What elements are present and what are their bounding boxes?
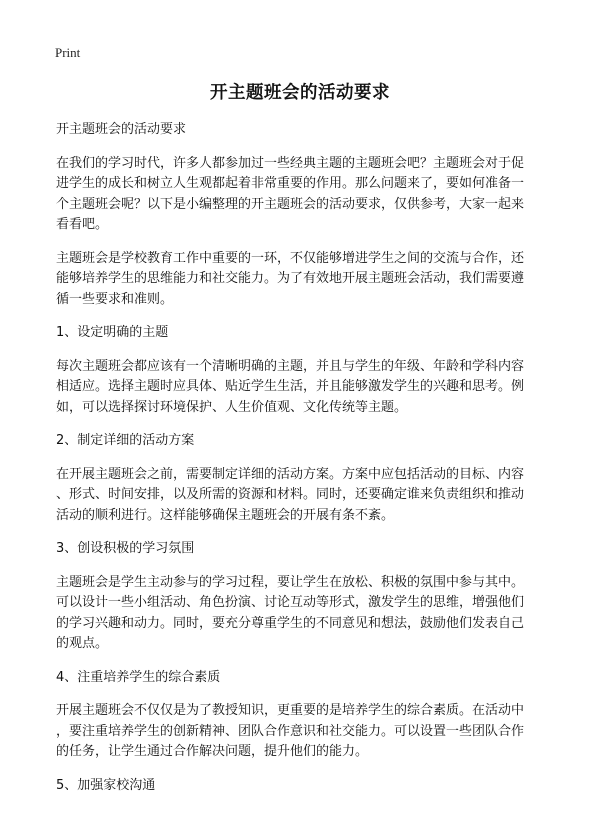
section-heading-2: 2、制定详细的活动方案 <box>56 433 195 448</box>
section-heading-1: 1、设定明确的主题 <box>56 325 169 340</box>
overview-paragraph <box>56 249 548 311</box>
paragraph-line: 的学习兴趣和动力。同时，要充分尊重学生的不同意见和想法，鼓励他们发表自己 <box>56 615 525 631</box>
paragraph-line: 的任务，让学生通过合作解决问题，提升他们的能力。 <box>56 744 369 759</box>
page-title: 开主题班会的活动要求 <box>210 83 390 103</box>
intro-paragraph <box>56 154 548 236</box>
section-body-3 <box>56 573 548 655</box>
paragraph-line: 活动的顺利进行。这样能够确保主题班会的开展有条不紊。 <box>56 507 395 523</box>
paragraph-line: 每次主题班会都应该有一个清晰明确的主题，并且与学生的年级、年龄和学科内容 <box>56 358 525 374</box>
section-heading-3: 3、创设积极的学习氛围 <box>56 541 195 556</box>
section-body-1 <box>56 357 548 419</box>
paragraph-line: 在我们的学习时代，许多人都参加过一些经典主题的主题班会吧？主题班会对于促 <box>56 155 525 171</box>
paragraph-line: 如，可以选择探讨环境保护、人生价值观、文化传统等主题。 <box>56 399 408 415</box>
section-body-4 <box>56 701 548 763</box>
paragraph-line: 主题班会是学校教育工作中重要的一环，不仅能够增进学生之间的交流与合作，还 <box>56 250 525 266</box>
section-body-2 <box>56 465 548 527</box>
article-body <box>56 120 548 796</box>
section-heading-4: 4、注重培养学生的综合素质 <box>56 669 221 685</box>
article-subtitle: 开主题班会的活动要求 <box>56 122 187 137</box>
section-heading-5: 5、加强家校沟通 <box>56 777 156 793</box>
paragraph-line: 能够培养学生的思维能力和社交能力。为了有效地开展主题班会活动，我们需要遵 <box>56 271 525 286</box>
paragraph-line: 个主题班会呢？以下是小编整理的开主题班会的活动要求，仅供参考，大家一起来 <box>56 196 525 212</box>
paragraph-line: 开展主题班会不仅仅是为了教授知识，更重要的是培养学生的综合素质。在活动中 <box>56 703 525 718</box>
paragraph-line: 可以设计一些小组活动、角色扮演、讨论互动等形式，激发学生的思维，增强他们 <box>56 595 525 610</box>
paragraph-line: 相适应。选择主题时应具体、贴近学生生活，并且能够激发学生的兴趣和思考。例 <box>56 379 525 394</box>
paragraph-line: 主题班会是学生主动参与的学习过程，要让学生在放松、积极的氛围中参与其中。 <box>56 574 525 590</box>
paragraph-line: 在开展主题班会之前，需要制定详细的活动方案。方案中应包括活动的目标、内容 <box>56 466 525 482</box>
paragraph-line: 进学生的成长和树立人生观都起着非常重要的作用。那么问题来了，要如何准备一 <box>56 176 525 191</box>
paragraph-line: ，要注重培养学生的创新精神、团队合作意识和社交能力。可以设置一些团队合作 <box>56 723 525 739</box>
paragraph-line: 的观点。 <box>56 636 109 651</box>
print-link[interactable]: Print <box>55 45 81 60</box>
paragraph-line: 看看吧。 <box>56 217 109 232</box>
paragraph-line: 、形式、时间安排，以及所需的资源和材料。同时，还要确定谁来负责组织和推动 <box>56 487 525 502</box>
paragraph-line: 循一些要求和准则。 <box>56 291 174 307</box>
